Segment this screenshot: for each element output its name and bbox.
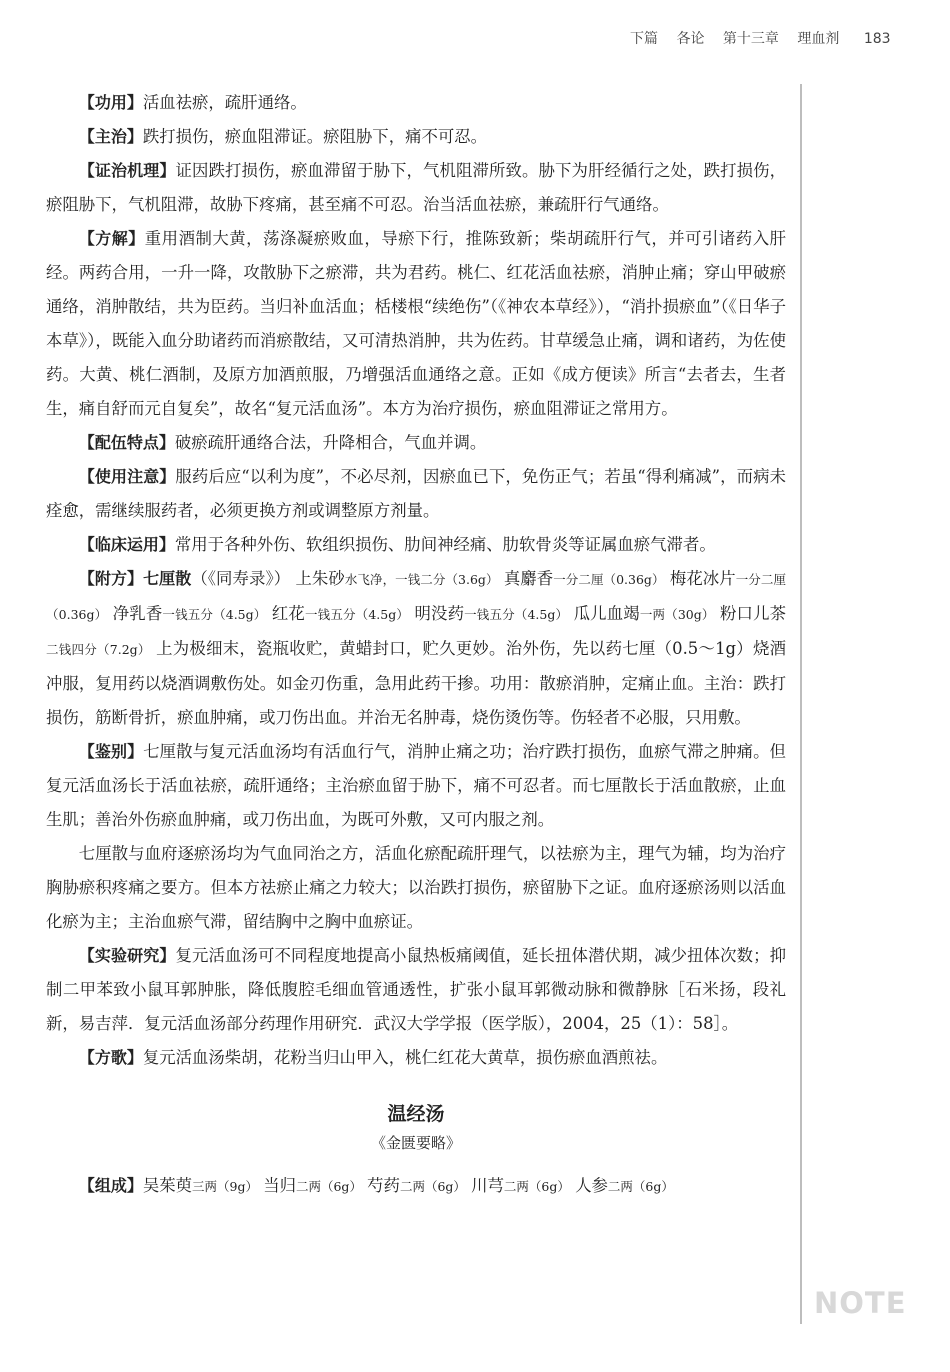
page-body <box>46 86 786 1204</box>
ingredient-dose: 一钱五分（4.5g） <box>162 607 267 622</box>
header-chapter-title: 理血剂 <box>797 31 840 47</box>
running-head <box>630 28 930 48</box>
appendix-text: 上为极细末，瓷瓶收贮，黄蜡封口，贮久更妙。治外伤，先以药七厘（0.5～1g）烧酒冲服，复用药以烧酒调敷伤处。如金刃伤重，急用此药干掺。功用：散瘀消肿，定痛止血。主治：跌打损伤，筋断骨折，瘀血肿痛，或刀伤出血。并治无名肿毒，烧伤烫伤等。伤轻者不必服，只用敷。 <box>46 639 786 727</box>
ingredient-name: 真麝香 <box>503 569 554 588</box>
header-section: 各论 <box>676 31 705 47</box>
clinical-text: 常用于各种外伤、软组织损伤、肋间神经痛、肋软骨炎等证属血瘀气滞者。 <box>174 535 716 554</box>
clinical-paragraph <box>46 528 786 562</box>
ingredient-dose: 二钱四分（7.2g） <box>46 642 151 657</box>
ingredient-dose: 二两（6g） <box>607 1179 674 1194</box>
mechanism-label: 【 证治机理 】 <box>79 161 176 180</box>
indications-text: 跌打损伤，瘀血阻滞证。瘀阻胁下，痛不可忍。 <box>142 127 488 146</box>
comparison-paragraph <box>46 735 786 837</box>
appendix-source: （《同寿录》） <box>191 569 291 588</box>
analysis-paragraph <box>46 222 786 426</box>
ingredient-dose: 二两（6g） <box>295 1179 362 1194</box>
comparison-label: 【 鉴别 】 <box>79 742 143 761</box>
page-number: 183 <box>863 31 891 47</box>
ingredient-name: 梅花冰片 <box>669 569 736 588</box>
ingredient-name: 明没药 <box>414 604 465 623</box>
compatibility-paragraph <box>46 426 786 460</box>
ingredient-dose: 一两（30g） <box>639 607 715 622</box>
formula-title: 温经汤 <box>387 1103 445 1125</box>
analysis-text: 重用酒制大黄，荡涤凝瘀败血，导瘀下行，推陈致新；柴胡疏肝行气，并可引诸药入肝经。两药合用，一升一降，攻散胁下之瘀滞，共为君药。桃仁、红花活血祛瘀，消肿止痛；穿山甲破瘀通络，消肿散结，共为臣药。当归补血活血；栝楼根“续绝伤”（《神农本草经》），“消扑损瘀血”（《日华子本草》），既能入血分助诸药而消瘀散结，又可清热消肿，共为佐药。甘草缓急止痛，调和诸药，为佐使药。大黄、桃仁酒制，及原方加酒煎服，乃增强活血通络之意。正如《成方便读》所言“去者去，生者生，痛自舒而元自复矣”，故名“复元活血汤”。本方为治疗损伤，瘀血阻滞证之常用方。 <box>46 229 786 418</box>
function-text: 活血祛瘀，疏肝通络。 <box>142 93 307 112</box>
ingredient-dose: 二两（6g） <box>399 1179 466 1194</box>
margin-rule <box>800 84 802 1324</box>
cautions-paragraph <box>46 460 786 528</box>
ingredient-name: 上朱砂 <box>295 569 345 588</box>
mechanism-paragraph <box>46 154 786 222</box>
ingredient-name: 芍药 <box>367 1176 400 1195</box>
ingredient-name: 人参 <box>575 1176 608 1195</box>
ingredient-dose: 水飞净，一钱二分（3.6g） <box>344 572 499 587</box>
appendix-formula-name: 七厘散 <box>143 569 192 588</box>
function-label: 【 功用 】 <box>79 93 143 112</box>
song-label: 【 方歌 】 <box>79 1048 143 1067</box>
ingredient-name: 当归 <box>263 1176 296 1195</box>
compatibility-label: 【 配伍特点 】 <box>79 433 175 452</box>
mechanism-text: 证因跌打损伤，瘀血滞留于胁下，气机阻滞所致。胁下为肝经循行之处，跌打损伤，瘀阻胁下，气机阻滞，故胁下疼痛，甚至痛不可忍。治当活血祛瘀，兼疏肝行气通络。 <box>46 161 786 214</box>
cautions-text: 服药后应“以利为度”，不必尽剂，因瘀血已下，免伤正气；若虽“得利痛减”，而病未痊愈，需继续服药者，必须更换方剂或调整原方剂量。 <box>46 467 786 520</box>
note-margin-mark: NOTE <box>814 1286 907 1320</box>
ingredient-name: 吴茱萸 <box>142 1176 193 1195</box>
ingredient-name: 红花 <box>271 604 305 623</box>
research-text: 复元活血汤可不同程度地提高小鼠热板痛阈值，延长扭体潜伏期，减少扭体次数；抑制二甲苯致小鼠耳郭肿胀，降低腹腔毛细血管通透性，扩张小鼠耳郭微动脉和微静脉［石米扬，段礼新，易吉萍．复元活血汤部分药理作用研究．武汉大学学报（医学版），2004，25（1）：58］。 <box>46 946 786 1033</box>
header-chapter: 第十三章 <box>722 31 779 47</box>
ingredient-name: 瓜儿血竭 <box>573 604 640 623</box>
function-paragraph <box>46 86 786 120</box>
analysis-label: 【 方解 】 <box>79 229 145 248</box>
ingredient-name: 粉口儿茶 <box>719 604 787 623</box>
ingredient-dose: 一分二厘（0.36g） <box>46 572 786 622</box>
indications-paragraph <box>46 120 786 154</box>
ingredient-dose: 一钱五分（4.5g） <box>464 607 569 622</box>
song-text: 复元活血汤柴胡，花粉当归山甲入，桃仁红花大黄草，损伤瘀血酒煎祛。 <box>142 1048 668 1067</box>
song-paragraph <box>46 1041 786 1075</box>
ingredient-dose: 二两（6g） <box>503 1179 570 1194</box>
indications-label: 【 主治 】 <box>79 127 143 146</box>
research-label: 【 实验研究 】 <box>79 946 176 965</box>
appendix-paragraph <box>46 562 786 735</box>
ingredient-dose: 一分二厘（0.36g） <box>553 572 665 587</box>
header-part: 下篇 <box>630 31 658 47</box>
comparison2-paragraph <box>46 837 786 939</box>
appendix-label: 【 附方 】 <box>79 569 143 588</box>
research-paragraph <box>46 939 786 1041</box>
comparison-text: 七厘散与复元活血汤均有活血行气，消肿止痛之功；治疗跌打损伤，血瘀气滞之肿痛。但复元活血汤长于活血祛瘀，疏肝通络；主治瘀血留于胁下，痛不可忍者。而七厘散长于活血散瘀，止血生肌；善治外伤瘀血肿痛，或刀伤出血，为既可外敷，又可内服之剂。 <box>46 742 786 829</box>
comparison2-text: 七厘散与血府逐瘀汤均为气血同治之方，活血化瘀配疏肝理气，以祛瘀为主，理气为辅，均为治疗胸胁瘀积疼痛之要方。但本方祛瘀止痛之力较大；以治跌打损伤，瘀留胁下之证。血府逐瘀汤则以活血化瘀为主；主治血瘀气滞，留结胸中之胸中血瘀证。 <box>46 844 786 931</box>
cautions-label: 【 使用注意 】 <box>79 467 176 486</box>
ingredient-dose: 一钱五分（4.5g） <box>305 607 410 622</box>
composition-label: 【 组成 】 <box>79 1176 143 1195</box>
ingredient-dose: 三两（9g） <box>192 1179 258 1194</box>
compatibility-text: 破瘀疏肝通络合法，升降相合，气血并调。 <box>174 433 487 452</box>
formula-source: 《金匮要略》 <box>370 1134 461 1152</box>
clinical-label: 【 临床运用 】 <box>79 535 175 554</box>
composition-paragraph <box>46 1169 786 1204</box>
ingredient-name: 净乳香 <box>112 604 163 623</box>
ingredient-name: 川芎 <box>471 1176 504 1195</box>
